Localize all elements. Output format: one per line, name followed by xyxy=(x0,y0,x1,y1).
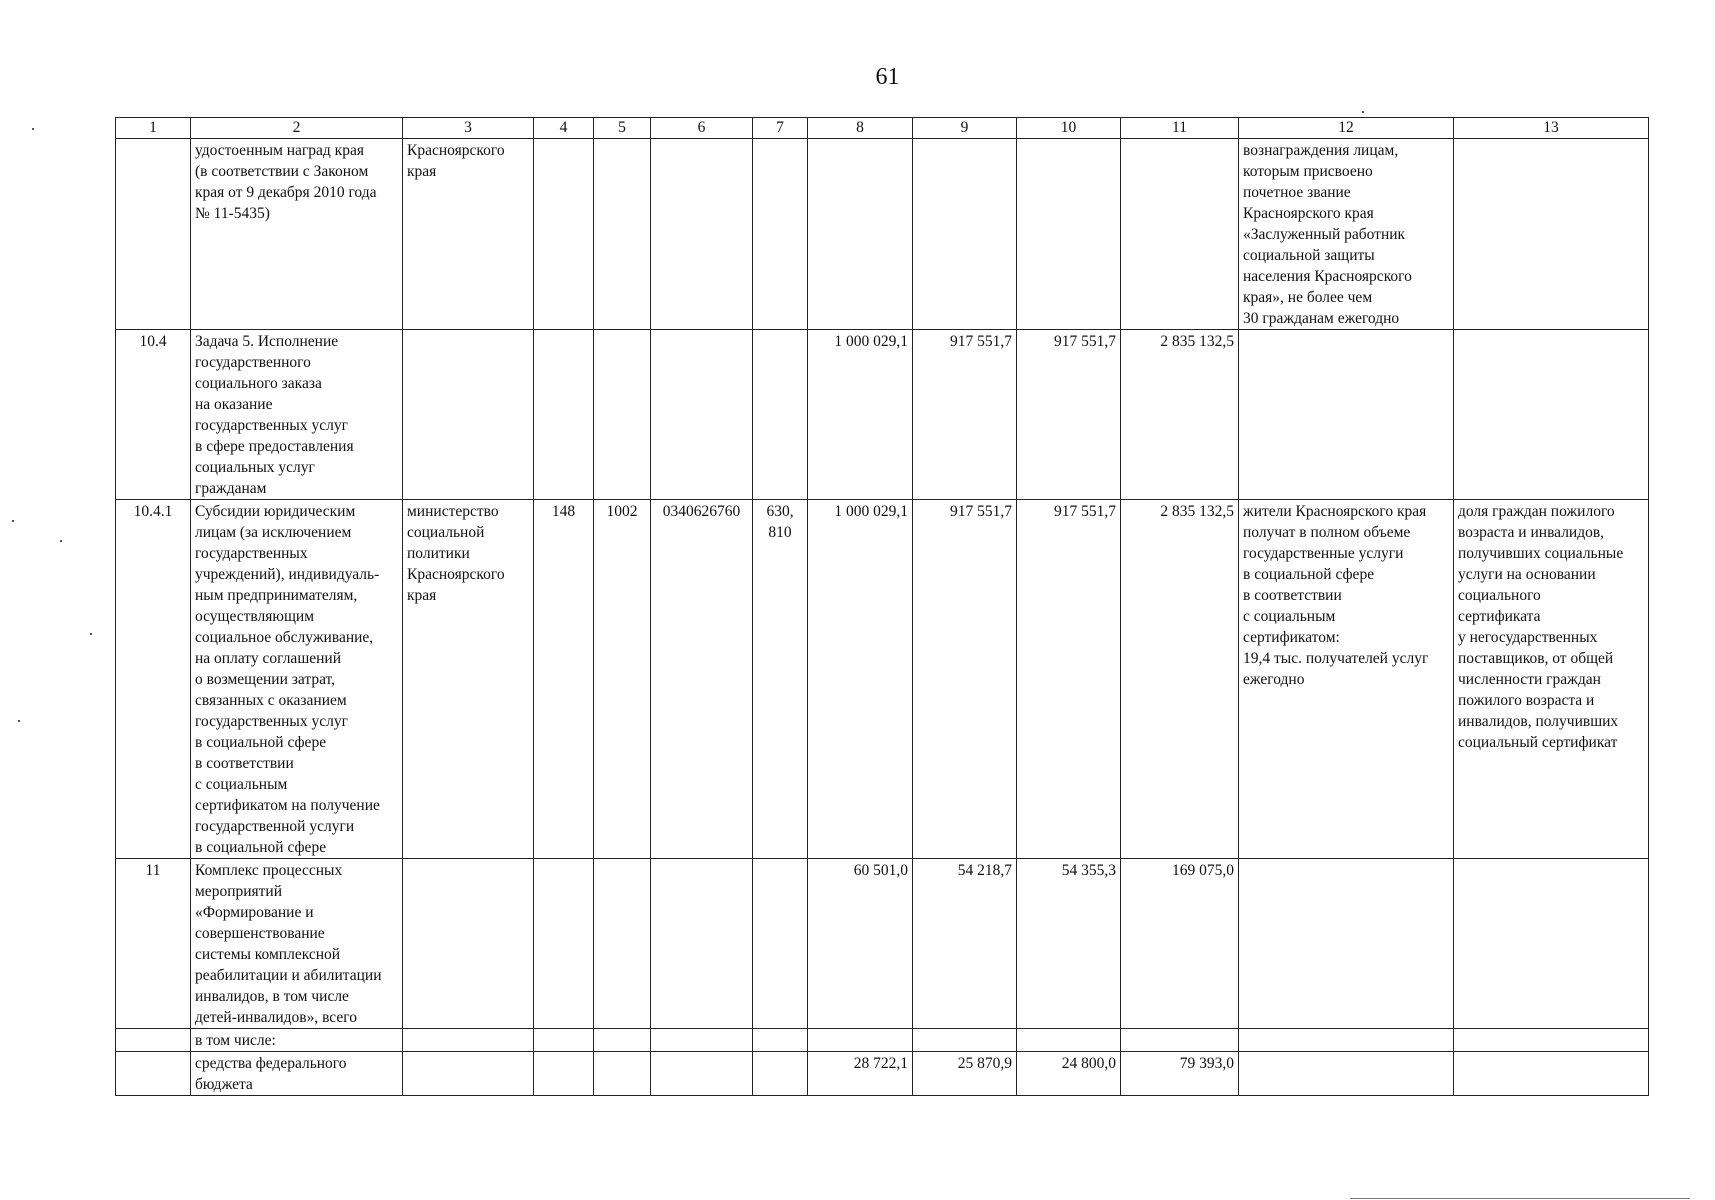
cell-indicator xyxy=(1454,1052,1649,1096)
cell-text-line: Субсидии юридическим xyxy=(195,503,356,520)
column-header: 8 xyxy=(808,118,913,139)
cell-text-line: лицам (за исключением xyxy=(195,524,352,541)
cell-number: 10.4.1 xyxy=(116,500,191,859)
cell-text-line: 30 гражданам ежегодно xyxy=(1243,310,1400,327)
cell-text-line: социальное обслуживание, xyxy=(195,629,374,646)
cell-amount-year1: 28 722,1 xyxy=(808,1052,913,1096)
cell-amount-total: 169 075,0 xyxy=(1121,859,1239,1029)
cell-text-line: социальной xyxy=(407,524,485,541)
cell-text-line: в соответствии xyxy=(1243,587,1342,604)
cell-text-line: пожилого возраста и xyxy=(1458,692,1595,709)
row-11 xyxy=(116,859,1649,1029)
cell-grbs xyxy=(534,1052,594,1096)
scan-dot xyxy=(1362,111,1364,113)
cell-amount-total: 79 393,0 xyxy=(1121,1052,1239,1096)
column-header: 10 xyxy=(1017,118,1121,139)
cell-expected-result xyxy=(1239,500,1454,859)
cell-amount-year2: 917 551,7 xyxy=(913,330,1017,500)
cell-text-line: почетное звание xyxy=(1243,184,1351,201)
cell-section xyxy=(594,1029,651,1052)
cell-amount-year1: 1 000 029,1 xyxy=(808,500,913,859)
cell-text-line: вознаграждения лицам, xyxy=(1243,142,1399,159)
row-10-4 xyxy=(116,330,1649,500)
cell-text-line: в социальной сфере xyxy=(195,839,327,856)
cell-number xyxy=(116,1052,191,1096)
cell-text-line: осуществляющим xyxy=(195,608,315,625)
cell-name xyxy=(191,859,403,1029)
scan-dot xyxy=(90,633,92,635)
column-header: 11 xyxy=(1121,118,1239,139)
scan-dot xyxy=(60,540,62,542)
cell-text-line: государственных xyxy=(195,545,308,562)
cell-text-line: министерство xyxy=(407,503,499,520)
cell-text-line: у негосударственных xyxy=(1458,629,1598,646)
cell-text-line: которым присвоено xyxy=(1243,163,1373,180)
cell-number xyxy=(116,139,191,330)
cell-expense-type xyxy=(753,1052,808,1096)
cell-indicator xyxy=(1454,139,1649,330)
column-header: 12 xyxy=(1239,118,1454,139)
column-header: 7 xyxy=(753,118,808,139)
cell-expected-result xyxy=(1239,1029,1454,1052)
row-federal-budget xyxy=(116,1052,1649,1096)
cell-target-article xyxy=(651,1029,753,1052)
table-body xyxy=(116,139,1649,1096)
cell-amount-year3: 917 551,7 xyxy=(1017,330,1121,500)
cell-name xyxy=(191,330,403,500)
cell-text-line: ным предпринимателям, xyxy=(195,587,358,604)
cell-text-line: на оплату соглашений xyxy=(195,650,342,667)
cell-target-article xyxy=(651,1052,753,1096)
cell-text-line: государственные услуги xyxy=(1243,545,1404,562)
cell-amount-year2 xyxy=(913,1029,1017,1052)
row-10-4-1 xyxy=(116,500,1649,859)
cell-text-line: сертификата xyxy=(1458,608,1541,625)
cell-amount-total xyxy=(1121,139,1239,330)
cell-amount-year2: 54 218,7 xyxy=(913,859,1017,1029)
cell-expected-result xyxy=(1239,330,1454,500)
cell-text-line: удостоенным наград края xyxy=(195,142,364,159)
cell-text-line: средства федерального xyxy=(195,1055,347,1072)
cell-expense-type xyxy=(753,859,808,1029)
cell-responsible xyxy=(403,139,534,330)
cell-text-line: сертификатом: xyxy=(1243,629,1340,646)
cell-section xyxy=(594,330,651,500)
cell-text-line: социального заказа xyxy=(195,375,322,392)
cell-number: 11 xyxy=(116,859,191,1029)
cell-expected-result xyxy=(1239,1052,1454,1096)
cell-name xyxy=(191,1029,403,1052)
cell-text-line: в социальной сфере xyxy=(195,734,327,751)
cell-text-line: получивших социальные xyxy=(1458,545,1624,562)
cell-amount-year3 xyxy=(1017,1029,1121,1052)
cell-text-line: Комплекс процессных xyxy=(195,862,343,879)
cell-text-line: в соответствии xyxy=(195,755,294,772)
cell-text-line: бюджета xyxy=(195,1076,253,1093)
cell-section xyxy=(594,1052,651,1096)
cell-number xyxy=(116,1029,191,1052)
scan-dot xyxy=(12,520,14,522)
cell-grbs xyxy=(534,1029,594,1052)
cell-target-article xyxy=(651,139,753,330)
cell-name xyxy=(191,139,403,330)
cell-text-line: государственных услуг xyxy=(195,417,348,434)
cell-text-line: возраста и инвалидов, xyxy=(1458,524,1605,541)
cell-expense-type xyxy=(753,330,808,500)
cell-amount-year2: 917 551,7 xyxy=(913,500,1017,859)
cell-amount-year2 xyxy=(913,139,1017,330)
cell-text-line: № 11-5435) xyxy=(195,205,270,222)
budget-table xyxy=(115,117,1649,1096)
cell-responsible xyxy=(403,1029,534,1052)
cell-text-line: сертификатом на получение xyxy=(195,797,380,814)
column-header: 1 xyxy=(116,118,191,139)
column-header: 4 xyxy=(534,118,594,139)
cell-indicator xyxy=(1454,859,1649,1029)
cell-text-line: мероприятий xyxy=(195,883,283,900)
cell-text-line: в сфере предоставления xyxy=(195,438,354,455)
cell-text-line: социальной защиты xyxy=(1243,247,1375,264)
cell-text-line: Красноярского xyxy=(407,142,505,159)
cell-text-line: системы комплексной xyxy=(195,946,341,963)
cell-text-line: на оказание xyxy=(195,396,273,413)
scan-dot xyxy=(18,720,20,722)
cell-grbs: 148 xyxy=(534,500,594,859)
column-header: 2 xyxy=(191,118,403,139)
cell-amount-year2: 25 870,9 xyxy=(913,1052,1017,1096)
cell-text-line: поставщиков, от общей xyxy=(1458,650,1614,667)
cell-indicator xyxy=(1454,1029,1649,1052)
cell-text-line: Красноярского xyxy=(407,566,505,583)
cell-text-line: 810 xyxy=(768,524,792,541)
row-continuation xyxy=(116,139,1649,330)
cell-amount-year3 xyxy=(1017,139,1121,330)
cell-target-article xyxy=(651,859,753,1029)
cell-text-line: «Формирование и xyxy=(195,904,314,921)
scan-line xyxy=(1350,1198,1690,1199)
cell-amount-year3: 24 800,0 xyxy=(1017,1052,1121,1096)
cell-amount-total: 2 835 132,5 xyxy=(1121,330,1239,500)
cell-expense-type xyxy=(753,1029,808,1052)
cell-text-line: получат в полном объеме xyxy=(1243,524,1411,541)
cell-text-line: (в соответствии с Законом xyxy=(195,163,369,180)
cell-text-line: инвалидов, в том числе xyxy=(195,988,349,1005)
cell-text-line: детей-инвалидов», всего xyxy=(195,1009,357,1026)
cell-text-line: государственного xyxy=(195,354,311,371)
cell-responsible xyxy=(403,1052,534,1096)
cell-amount-total xyxy=(1121,1029,1239,1052)
cell-number: 10.4 xyxy=(116,330,191,500)
cell-text-line: с социальным xyxy=(1243,608,1336,625)
cell-name xyxy=(191,1052,403,1096)
cell-section xyxy=(594,859,651,1029)
cell-text-line: жители Красноярского края xyxy=(1243,503,1427,520)
cell-text-line: доля граждан пожилого xyxy=(1458,503,1615,520)
cell-grbs xyxy=(534,139,594,330)
cell-amount-year1: 1 000 029,1 xyxy=(808,330,913,500)
cell-text-line: края от 9 декабря 2010 года xyxy=(195,184,377,201)
cell-text-line: в социальной сфере xyxy=(1243,566,1375,583)
cell-responsible xyxy=(403,330,534,500)
cell-grbs xyxy=(534,859,594,1029)
cell-text-line: «Заслуженный работник xyxy=(1243,226,1406,243)
cell-target-article xyxy=(651,330,753,500)
cell-text-line: социальных услуг xyxy=(195,459,315,476)
cell-name xyxy=(191,500,403,859)
cell-text-line: государственной услуги xyxy=(195,818,355,835)
scan-dot xyxy=(32,128,34,130)
cell-text-line: услуги на основании xyxy=(1458,566,1596,583)
cell-text-line: края», не более чем xyxy=(1243,289,1373,306)
cell-text-line: Задача 5. Исполнение xyxy=(195,333,339,350)
cell-text-line: края xyxy=(407,587,437,604)
cell-responsible xyxy=(403,859,534,1029)
cell-responsible xyxy=(403,500,534,859)
cell-expense-type xyxy=(753,500,808,859)
cell-amount-total: 2 835 132,5 xyxy=(1121,500,1239,859)
cell-text-line: численности граждан xyxy=(1458,671,1601,688)
cell-indicator xyxy=(1454,500,1649,859)
cell-text-line: о возмещении затрат, xyxy=(195,671,336,688)
cell-text-line: в том числе: xyxy=(195,1032,276,1049)
cell-expense-type xyxy=(753,139,808,330)
cell-text-line: гражданам xyxy=(195,480,267,497)
cell-text-line: 19,4 тыс. получателей услуг xyxy=(1243,650,1429,667)
cell-expected-result xyxy=(1239,859,1454,1029)
cell-text-line: Красноярского края xyxy=(1243,205,1374,222)
cell-amount-year1: 60 501,0 xyxy=(808,859,913,1029)
cell-amount-year3: 54 355,3 xyxy=(1017,859,1121,1029)
cell-target-article: 0340626760 xyxy=(651,500,753,859)
column-header: 9 xyxy=(913,118,1017,139)
column-number-row xyxy=(116,118,1649,139)
cell-amount-year1 xyxy=(808,1029,913,1052)
cell-text-line: реабилитации и абилитации xyxy=(195,967,382,984)
column-header: 13 xyxy=(1454,118,1649,139)
row-including xyxy=(116,1029,1649,1052)
cell-text-line: социального xyxy=(1458,587,1541,604)
cell-text-line: социальный сертификат xyxy=(1458,734,1618,751)
column-header: 3 xyxy=(403,118,534,139)
cell-text-line: 630, xyxy=(766,503,794,520)
column-header: 5 xyxy=(594,118,651,139)
cell-text-line: ежегодно xyxy=(1243,671,1305,688)
cell-text-line: инвалидов, получивших xyxy=(1458,713,1619,730)
cell-section: 1002 xyxy=(594,500,651,859)
cell-grbs xyxy=(534,330,594,500)
cell-expected-result xyxy=(1239,139,1454,330)
cell-text-line: населения Красноярского xyxy=(1243,268,1412,285)
cell-section xyxy=(594,139,651,330)
cell-text-line: политики xyxy=(407,545,470,562)
cell-amount-year1 xyxy=(808,139,913,330)
cell-text-line: учреждений), индивидуаль- xyxy=(195,566,380,583)
cell-text-line: государственных услуг xyxy=(195,713,348,730)
cell-indicator xyxy=(1454,330,1649,500)
cell-text-line: края xyxy=(407,163,437,180)
column-header: 6 xyxy=(651,118,753,139)
page-number: 61 xyxy=(875,64,900,90)
cell-text-line: с социальным xyxy=(195,776,288,793)
cell-text-line: совершенствование xyxy=(195,925,325,942)
cell-text-line: связанных с оказанием xyxy=(195,692,347,709)
cell-amount-year3: 917 551,7 xyxy=(1017,500,1121,859)
